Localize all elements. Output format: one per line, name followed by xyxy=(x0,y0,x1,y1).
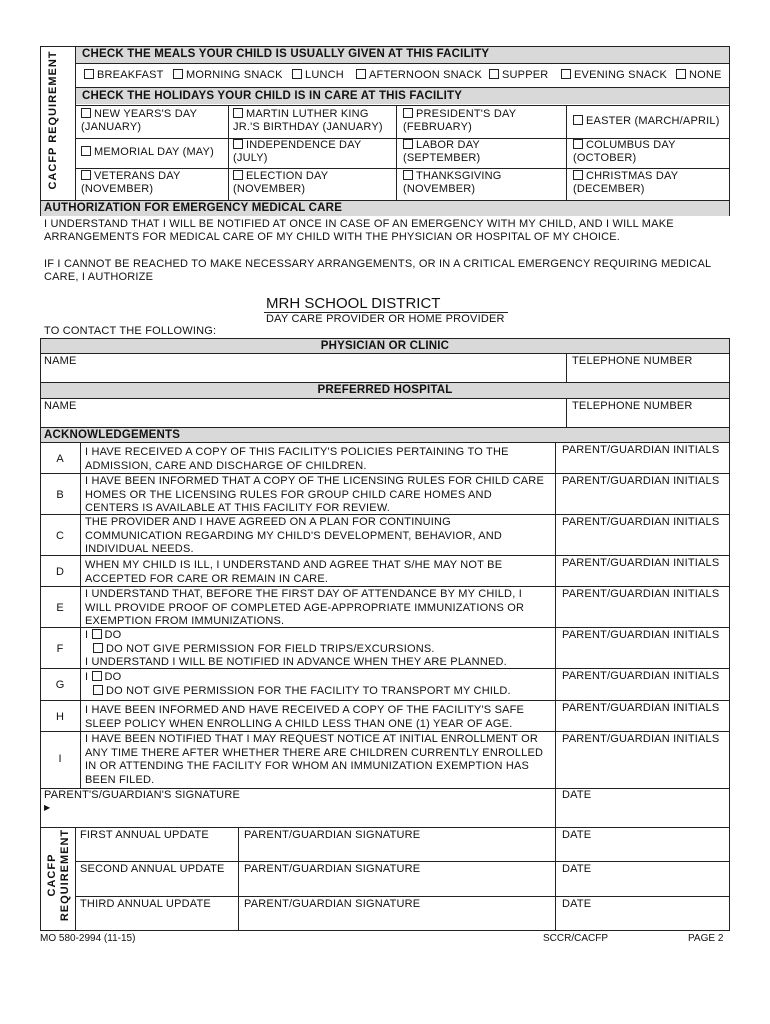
ack-text-b: I HAVE BEEN INFORMED THAT A COPY OF THE LICENSING RULES FOR CHILD CARE HOMES OR THE LICENSING RULES FOR GROUP CHILD CARE HOMES AND CENTERS IS AVAILABLE AT THIS FACILITY FOR REVIEW. xyxy=(85,475,544,514)
provider-caption: DAY CARE PROVIDER OR HOME PROVIDER xyxy=(266,313,505,325)
ack-initials-i[interactable]: PARENT/GUARDIAN INITIALS xyxy=(562,733,720,745)
ack-letter-c: C xyxy=(56,530,64,542)
ack-letter-b: B xyxy=(56,489,64,501)
ack-text-e: I UNDERSTAND THAT, BEFORE THE FIRST DAY OF ATTENDANCE BY MY CHILD, I WILL PROVIDE PROOF OF COMPLETED AGE-APPROPRIATE IMMUNIZATIONS OR EXEMPTION FROM IMMUNIZATIONS. xyxy=(85,588,525,627)
meal-option-lunch[interactable]: LUNCH xyxy=(292,69,344,82)
signature-date-field[interactable]: DATE xyxy=(562,789,592,801)
permission-do-checkbox[interactable] xyxy=(92,629,102,639)
checkbox[interactable] xyxy=(676,69,686,79)
ack-text-f: I DO DO NOT GIVE PERMISSION FOR FIELD TRIPS/EXCURSIONS. I UNDERSTAND I WILL BE NOTIFIED IN ADVANCE WHEN THEY ARE PLANNED. xyxy=(85,629,507,668)
ack-letter-d: D xyxy=(56,566,64,578)
hospital-header: PREFERRED HOSPITAL xyxy=(317,384,453,396)
checkbox[interactable] xyxy=(489,69,499,79)
ack-initials-b[interactable]: PARENT/GUARDIAN INITIALS xyxy=(562,475,720,487)
ack-initials-g[interactable]: PARENT/GUARDIAN INITIALS xyxy=(562,670,720,682)
physician-phone-field[interactable]: TELEPHONE NUMBER xyxy=(572,355,693,367)
arrow-right-icon: ▶ xyxy=(44,803,51,812)
checkbox[interactable] xyxy=(356,69,366,79)
checkbox[interactable] xyxy=(561,69,571,79)
ack-text-i: I HAVE BEEN NOTIFIED THAT I MAY REQUEST NOTICE AT INITIAL ENROLLMENT OR ANY TIME THERE AFTER WHETHER THERE ARE CHILDREN CURRENTLY ENROLLED IN OR ATTENDING THE FACILITY FOR WHOM AN IMMUNIZATION EXEMPTION HAS BEEN FILED. xyxy=(85,733,544,786)
holiday-election[interactable]: ELECTION DAY (NOVEMBER) xyxy=(233,170,329,195)
holiday-memorial[interactable]: MEMORIAL DAY (MAY) xyxy=(81,146,214,159)
first-update-label: FIRST ANNUAL UPDATE xyxy=(80,829,209,841)
checkbox[interactable] xyxy=(403,139,413,149)
second-update-label: SECOND ANNUAL UPDATE xyxy=(80,863,225,875)
ack-letter-f: F xyxy=(56,643,64,655)
second-update-date[interactable]: DATE xyxy=(562,863,592,875)
holiday-columbus[interactable]: COLUMBUS DAY (OCTOBER) xyxy=(573,139,676,164)
meal-option-none[interactable]: NONE xyxy=(676,69,722,82)
hospital-name-field[interactable]: NAME xyxy=(44,400,77,412)
transport-do-not-checkbox[interactable] xyxy=(93,685,103,695)
holiday-labor[interactable]: LABOR DAY (SEPTEMBER) xyxy=(403,139,481,164)
ack-letter-g: G xyxy=(55,679,65,691)
checkbox[interactable] xyxy=(292,69,302,79)
ack-letter-a: A xyxy=(56,453,64,465)
ack-text-h: I HAVE BEEN INFORMED AND HAVE RECEIVED A COPY OF THE FACILITY'S SAFE SLEEP POLICY WHEN ENROLLING A CHILD LESS THAN ONE (1) YEAR OF AGE. xyxy=(85,704,525,730)
authorization-paragraph-2: IF I CANNOT BE REACHED TO MAKE NECESSARY ARRANGEMENTS, OR IN A CRITICAL EMERGENCY REQUIRING MEDICAL CARE, I AUTHORIZE xyxy=(44,258,712,283)
ack-letter-i: I xyxy=(58,753,62,765)
checkbox[interactable] xyxy=(573,115,583,125)
physician-name-field[interactable]: NAME xyxy=(44,355,77,367)
acknowledgements-header: ACKNOWLEDGEMENTS xyxy=(44,429,181,441)
physician-header: PHYSICIAN OR CLINIC xyxy=(320,340,450,352)
holiday-mlk[interactable]: MARTIN LUTHER KING JR.'S BIRTHDAY (JANUARY) xyxy=(233,108,383,133)
ack-initials-e[interactable]: PARENT/GUARDIAN INITIALS xyxy=(562,588,720,600)
checkbox[interactable] xyxy=(573,170,583,180)
ack-text-a: I HAVE RECEIVED A COPY OF THIS FACILITY'S POLICIES PERTAINING TO THE ADMISSION, CARE AND DISCHARGE OF CHILDREN. xyxy=(85,446,509,472)
checkbox[interactable] xyxy=(403,170,413,180)
provider-name-value[interactable]: MRH SCHOOL DISTRICT xyxy=(266,295,441,312)
meal-option-afternoon-snack[interactable]: AFTERNOON SNACK xyxy=(356,69,482,82)
checkbox[interactable] xyxy=(233,108,243,118)
ack-initials-a[interactable]: PARENT/GUARDIAN INITIALS xyxy=(562,444,720,456)
checkbox[interactable] xyxy=(81,108,91,118)
first-update-signature[interactable]: PARENT/GUARDIAN SIGNATURE xyxy=(244,829,421,841)
ack-initials-h[interactable]: PARENT/GUARDIAN INITIALS xyxy=(562,702,720,714)
meal-option-breakfast[interactable]: BREAKFAST xyxy=(84,69,164,82)
ack-letter-h: H xyxy=(56,711,64,723)
holiday-easter[interactable]: EASTER (MARCH/APRIL) xyxy=(573,115,720,128)
ack-text-g: I DO DO NOT GIVE PERMISSION FOR THE FACILITY TO TRANSPORT MY CHILD. xyxy=(85,671,511,697)
checkbox[interactable] xyxy=(173,69,183,79)
checkbox[interactable] xyxy=(403,108,413,118)
ack-initials-f[interactable]: PARENT/GUARDIAN INITIALS xyxy=(562,629,720,641)
cacfp-requirement-label: CACFP REQUIREMENT xyxy=(47,50,59,190)
checkbox[interactable] xyxy=(573,139,583,149)
holidays-header: CHECK THE HOLIDAYS YOUR CHILD IS IN CARE AT THIS FACILITY xyxy=(82,90,463,102)
second-update-signature[interactable]: PARENT/GUARDIAN SIGNATURE xyxy=(244,863,421,875)
guardian-signature-field[interactable]: PARENT'S/GUARDIAN'S SIGNATURE ▶ xyxy=(44,789,241,812)
meal-option-supper[interactable]: SUPPER xyxy=(489,69,548,82)
hospital-phone-field[interactable]: TELEPHONE NUMBER xyxy=(572,400,693,412)
form-number: MO 580-2994 (11-15) xyxy=(40,933,136,944)
checkbox[interactable] xyxy=(84,69,94,79)
ack-initials-d[interactable]: PARENT/GUARDIAN INITIALS xyxy=(562,557,720,569)
cacfp-updates-label: CACFP REQUIREMENT xyxy=(46,828,71,922)
third-update-date[interactable]: DATE xyxy=(562,898,592,910)
contact-label: TO CONTACT THE FOLLOWING: xyxy=(44,325,217,337)
checkbox[interactable] xyxy=(81,146,91,156)
checkbox[interactable] xyxy=(81,170,91,180)
holiday-new-years[interactable]: NEW YEARS'S DAY (JANUARY) xyxy=(81,108,198,133)
page-number: PAGE 2 xyxy=(688,933,724,944)
meal-option-morning-snack[interactable]: MORNING SNACK xyxy=(173,69,283,82)
authorization-header: AUTHORIZATION FOR EMERGENCY MEDICAL CARE xyxy=(44,202,343,214)
authorization-paragraph-1: I UNDERSTAND THAT I WILL BE NOTIFIED AT ONCE IN CASE OF AN EMERGENCY WITH MY CHILD, AND I WILL MAKE ARRANGEMENTS FOR MEDICAL CARE OF MY CHILD WITH THE PHYSICIAN OR HOSPITAL OF MY CHOICE. xyxy=(44,218,674,243)
transport-do-checkbox[interactable] xyxy=(92,671,102,681)
checkbox[interactable] xyxy=(233,139,243,149)
ack-initials-c[interactable]: PARENT/GUARDIAN INITIALS xyxy=(562,516,720,528)
holiday-veterans[interactable]: VETERANS DAY (NOVEMBER) xyxy=(81,170,181,195)
holiday-christmas[interactable]: CHRISTMAS DAY (DECEMBER) xyxy=(573,170,679,195)
ack-text-c: THE PROVIDER AND I HAVE AGREED ON A PLAN FOR CONTINUING COMMUNICATION REGARDING MY CHILD'S DEVELOPMENT, BEHAVIOR, AND INDIVIDUAL NEEDS. xyxy=(85,516,503,555)
holiday-independence[interactable]: INDEPENDENCE DAY (JULY) xyxy=(233,139,362,164)
first-update-date[interactable]: DATE xyxy=(562,829,592,841)
footer-program: SCCR/CACFP xyxy=(543,933,609,944)
ack-text-d: WHEN MY CHILD IS ILL, I UNDERSTAND AND AGREE THAT S/HE MAY NOT BE ACCEPTED FOR CARE OR REMAIN IN CARE. xyxy=(85,559,503,585)
holiday-thanksgiving[interactable]: THANKSGIVING (NOVEMBER) xyxy=(403,170,502,195)
checkbox[interactable] xyxy=(233,170,243,180)
permission-do-not-checkbox[interactable] xyxy=(93,643,103,653)
annual-updates-section xyxy=(40,827,730,931)
meals-header: CHECK THE MEALS YOUR CHILD IS USUALLY GIVEN AT THIS FACILITY xyxy=(82,48,490,60)
meal-option-evening-snack[interactable]: EVENING SNACK xyxy=(561,69,667,82)
ack-letter-e: E xyxy=(56,602,64,614)
third-update-label: THIRD ANNUAL UPDATE xyxy=(80,898,211,910)
holiday-presidents[interactable]: PRESIDENT'S DAY (FEBRUARY) xyxy=(403,108,517,133)
third-update-signature[interactable]: PARENT/GUARDIAN SIGNATURE xyxy=(244,898,421,910)
